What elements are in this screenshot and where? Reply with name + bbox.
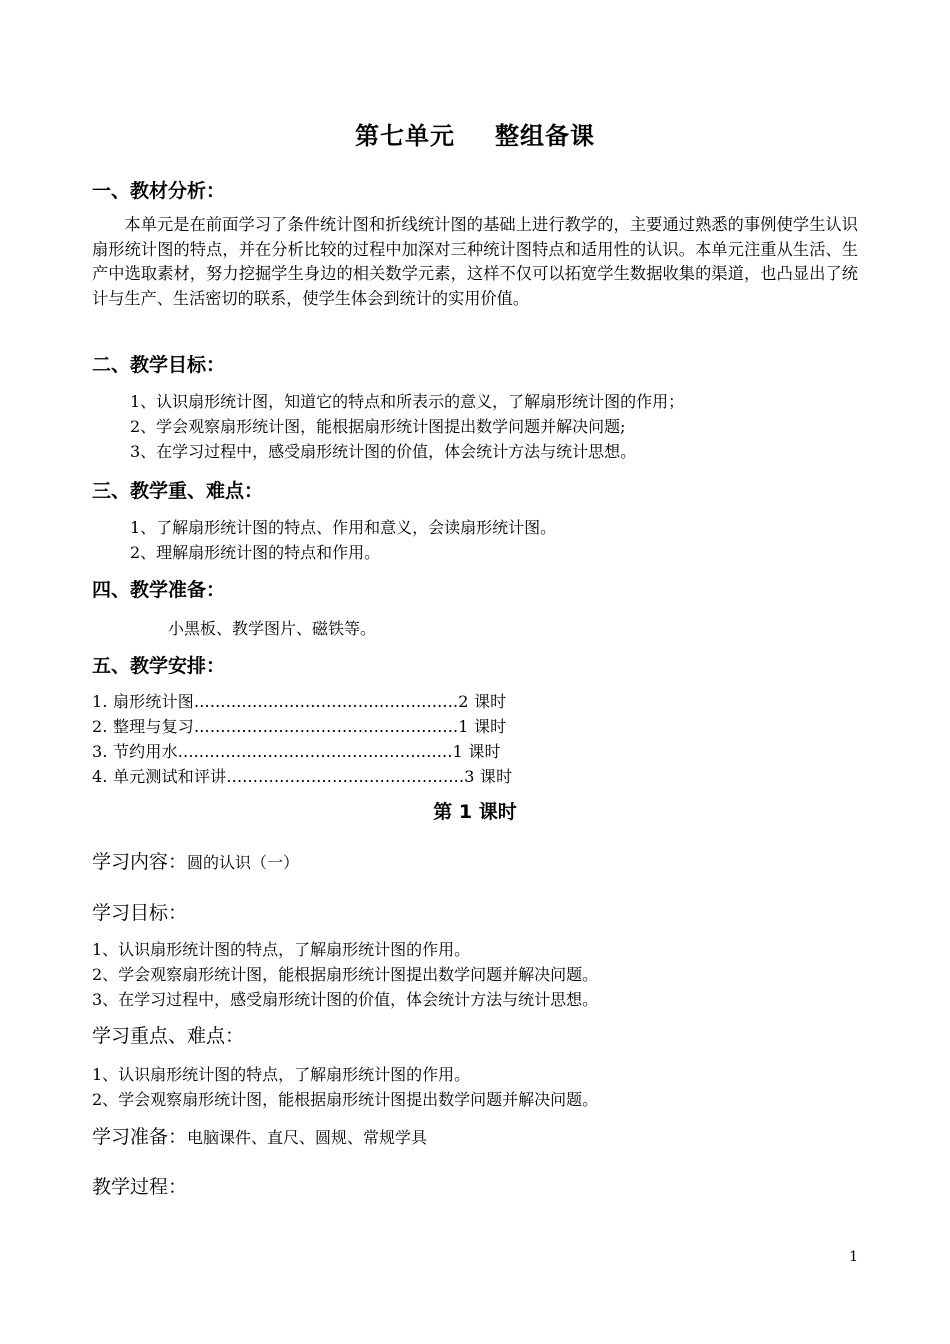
- page-number: 1: [849, 1249, 858, 1265]
- learning-goal-item: 1、认识扇形统计图的特点，了解扇形统计图的作用。: [92, 940, 471, 959]
- learning-goal-item: 2、学会观察扇形统计图，能根据扇形统计图提出数学问题并解决问题。: [92, 965, 599, 984]
- teaching-goal-item: 2、学会观察扇形统计图，能根据扇形统计图提出数学问题并解决问题;: [130, 417, 626, 436]
- key-point-item: 1、了解扇形统计图的特点、作用和意义，会读扇形统计图。: [130, 518, 557, 537]
- learning-key-point-item: 1、认识扇形统计图的特点，了解扇形统计图的作用。: [92, 1065, 471, 1084]
- learning-goal-item: 3、在学习过程中，感受扇形统计图的价值，体会统计方法与统计思想。: [92, 990, 599, 1009]
- schedule-row: 4. 单元测试和评讲.............................................3 课时: [92, 767, 513, 786]
- learning-preparation-line: [92, 1122, 427, 1149]
- learning-content-line: [92, 847, 299, 874]
- schedule-row: 2. 整理与复习..................................................1 课时: [92, 717, 507, 736]
- learning-goals-label: 学习目标：: [92, 902, 188, 924]
- schedule-row: 3. 节约用水....................................................1 课时: [92, 742, 501, 761]
- teaching-process-label: 教学过程：: [92, 1176, 188, 1198]
- heading-key-difficult-points: 三、教学重、难点：: [92, 480, 264, 502]
- heading-teaching-goals: 二、教学目标：: [92, 354, 226, 376]
- page-title: [0, 116, 950, 151]
- lesson-title: 第 1 课时: [433, 801, 517, 823]
- learning-key-points-label: 学习重点、难点：: [92, 1025, 245, 1047]
- schedule-row: 1. 扇形统计图..................................................2 课时: [92, 692, 507, 711]
- learning-key-point-item: 2、学会观察扇形统计图，能根据扇形统计图提出数学问题并解决问题。: [92, 1090, 599, 1109]
- learning-preparation-value: 电脑课件、直尺、圆规、常规学具: [187, 1128, 428, 1147]
- key-point-item: 2、理解扇形统计图的特点和作用。: [130, 543, 381, 562]
- heading-material-analysis: 一、教材分析：: [92, 180, 226, 202]
- material-analysis-paragraph: 本单元是在前面学习了条件统计图和折线统计图的基础上进行教学的，主要通过熟悉的事例使学生认识扇形统计图的特点，并在分析比较的过程中加深对三种统计图特点和适用性的认识。本单元注重从生活、生产中选取素材，努力挖掘学生身边的相关数学元素，这样不仅可以拓宽学生数据收集的渠道，也凸显出了统计与生产、生活密切的联系，使学生体会到统计的实用价值。: [92, 215, 858, 308]
- teaching-preparation-text: 小黑板、教学图片、磁铁等。: [168, 619, 377, 638]
- title-unit: 第七单元: [355, 122, 455, 150]
- heading-teaching-preparation: 四、教学准备：: [92, 579, 226, 601]
- teaching-goal-item: 3、在学习过程中，感受扇形统计图的价值，体会统计方法与统计思想。: [130, 442, 637, 461]
- title-subject: 整组备课: [495, 122, 595, 150]
- learning-content-label: 学习内容：: [92, 851, 188, 873]
- heading-teaching-schedule: 五、教学安排：: [92, 655, 226, 677]
- learning-content-value: 圆的认识（一）: [187, 853, 300, 872]
- teaching-goal-item: 1、认识扇形统计图，知道它的特点和所表示的意义，了解扇形统计图的作用；: [130, 392, 685, 411]
- learning-preparation-label: 学习准备：: [92, 1126, 188, 1148]
